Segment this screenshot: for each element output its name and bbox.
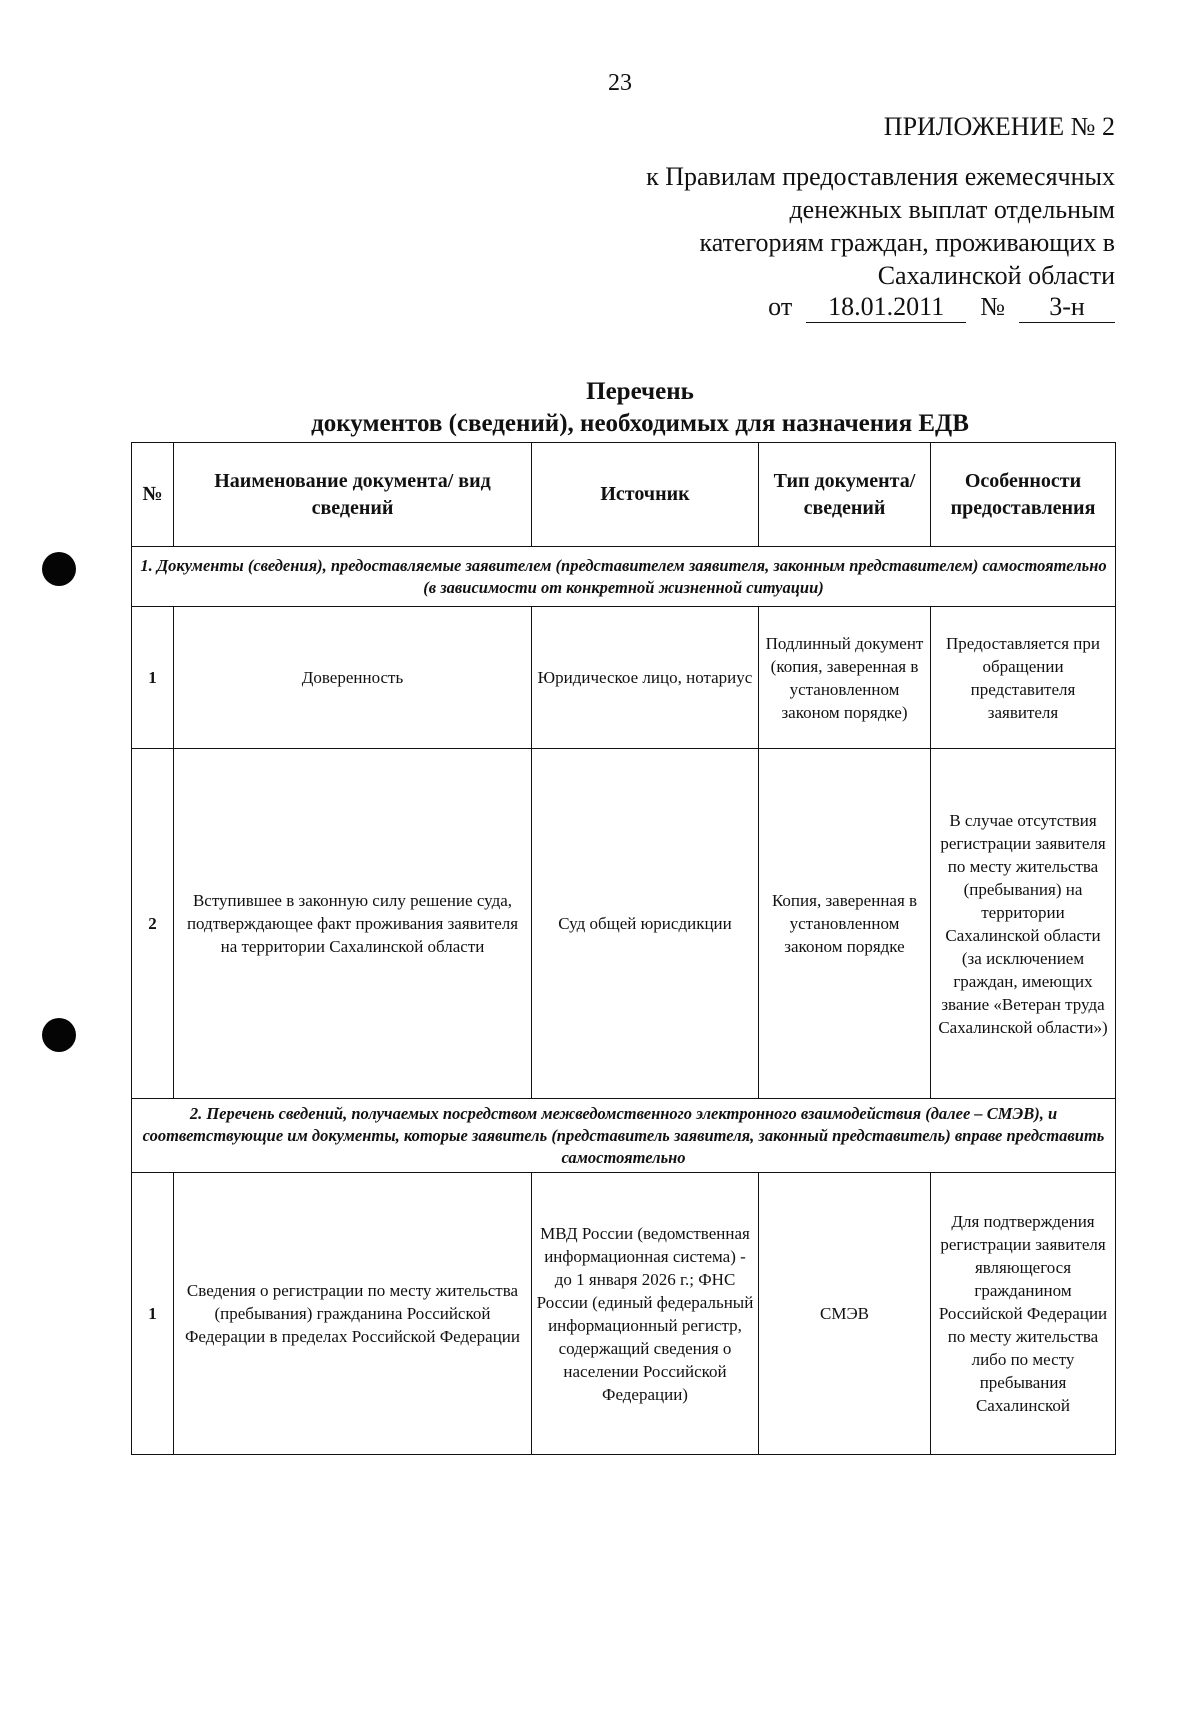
row-name: Доверенность (174, 607, 532, 749)
table-row (132, 607, 1116, 749)
header-type: Тип документа/ сведений (759, 443, 931, 547)
row-features: Для подтверждения регистрации заявителя являющегося гражданином Российской Федерации по месту жительства либо по месту пребывания Сахалинской (931, 1173, 1116, 1455)
page-number: 23 (608, 70, 632, 96)
section1-title: 1. Документы (сведения), предоставляемые заявителем (представителем заявителя, законным представителем) самостоятельно (в зависимости от конкретной жизненной ситуации) (132, 547, 1116, 607)
table-header-row (132, 443, 1116, 547)
appendix-title: ПРИЛОЖЕНИЕ № 2 (883, 112, 1115, 141)
appendix-date: 18.01.2011 (806, 292, 966, 323)
appendix-line: Сахалинской области (877, 261, 1115, 290)
section2-title: 2. Перечень сведений, получаемых посредством межведомственного электронного взаимодействия (далее – СМЭВ), и соответствующие им документы, которые заявитель (представитель заявителя, законный представитель) вправе представить самостоятельно (132, 1099, 1116, 1173)
row-source: Суд общей юрисдикции (532, 749, 759, 1099)
appendix-number: 3-н (1019, 292, 1115, 323)
appendix-line: категориям граждан, проживающих в (699, 228, 1115, 257)
punch-hole-top (42, 552, 76, 586)
number-prefix: № (980, 292, 1005, 321)
appendix-line: денежных выплат отдельным (789, 195, 1115, 224)
row-name: Вступившее в законную силу решение суда, подтверждающее факт проживания заявителя на территории Сахалинской области (174, 749, 532, 1099)
header-source: Источник (532, 443, 759, 547)
header-features: Особенности предоставления (931, 443, 1116, 547)
row-type: Копия, заверенная в установленном законом порядке (759, 749, 931, 1099)
appendix-date-line (768, 292, 1115, 323)
documents-table (131, 442, 1116, 1455)
row-source: Юридическое лицо, нотариус (532, 607, 759, 749)
section-row (132, 547, 1116, 607)
row-num: 2 (132, 749, 174, 1099)
row-num: 1 (132, 1173, 174, 1455)
row-features: В случае отсутствия регистрации заявителя по месту жительства (пребывания) на территории Сахалинской области (за исключением граждан, имеющих звание «Ветеран труда Сахалинской области») (931, 749, 1116, 1099)
document-title (130, 376, 1150, 440)
row-name: Сведения о регистрации по месту жительства (пребывания) гражданина Российской Федерации в пределах Российской Федерации (174, 1173, 532, 1455)
table-row (132, 1173, 1116, 1455)
appendix-text (555, 160, 1115, 292)
appendix-line: к Правилам предоставления ежемесячных (646, 162, 1115, 191)
document-title-line2: документов (сведений), необходимых для назначения ЕДВ (311, 410, 969, 437)
row-num: 1 (132, 607, 174, 749)
row-type: Подлинный документ (копия, заверенная в установленном законом порядке) (759, 607, 931, 749)
date-prefix: от (768, 292, 793, 321)
header-num: № (132, 443, 174, 547)
section-row (132, 1099, 1116, 1173)
document-title-line1: Перечень (586, 378, 694, 405)
row-type: СМЭВ (759, 1173, 931, 1455)
row-features: Предоставляется при обращении представителя заявителя (931, 607, 1116, 749)
punch-hole-bottom (42, 1018, 76, 1052)
row-source: МВД России (ведомственная информационная система) - до 1 января 2026 г.; ФНС России (единый федеральный информационный регистр, содержащий сведения о населении Российской Федерации) (532, 1173, 759, 1455)
header-name: Наименование документа/ вид сведений (174, 443, 532, 547)
table-row (132, 749, 1116, 1099)
